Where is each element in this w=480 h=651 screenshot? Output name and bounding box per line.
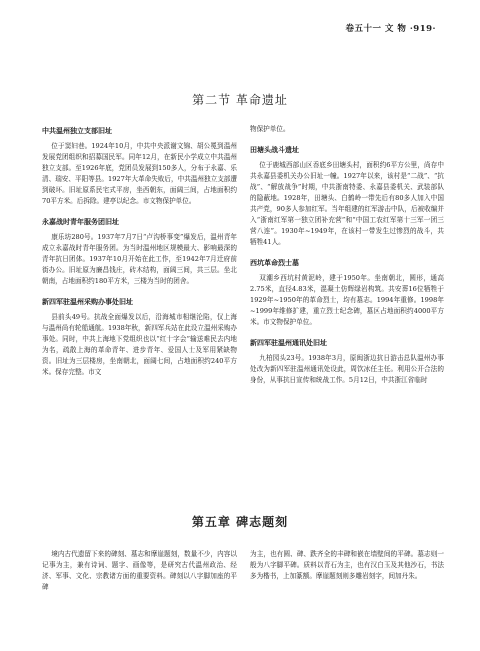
entry-body: 县前头49号。抗战全面爆发以后，沿海城市相继沦陷，仅上海与温州尚有轮船通航。1938年秋，新四军兵站在此设立温州采购办事处。同时，中共上海地下党组织也以“红十字会”输送难民去内地为名，疏散上海的革命青年、进步青年、爱国人士及军用紧缺物资。旧址为三层楼房，坐南朝北，面阔七间，占地面积约240平方米。保存完整。市文 [42,313,237,376]
entry-title: 永嘉战时青年服务团旧址 [42,218,119,226]
chapter-intro-right: 为主，也有圆、碑、跌齐全的丰碑和嵌在墙壁间的平碑。墓志则一般为八字脚平碑。质料以青石为主，也有汉白玉及其他沙石，书法多为楷书，上加篆额。摩崖题刻则多雕岩刻字，间加丹朱。 [250,550,444,580]
entry-body: 位于鹿城西部山区岙底乡田塘头村，面积约6平方公里，尚存中共永嘉县委机关办公旧址一幢。1927年以来，该村是“二战”、“抗战”、“解放战争”时期，中共浙南特委、永嘉县委机关、武装部队的隐蔽地。1928年，田塘头、白鹤岭一带先后有80多人加入中国共产党，90多人参加红军。当年组建的红军游击中队，后被收编并入“浙南红军第一独立团补充营”和“中国工农红军第十三军一团三营八连”。1930年~1949年，在该村一带发生过惨烈的战斗，共牺牲41人。 [250,161,444,246]
continued-text: 物保护单位。 [250,125,290,133]
entry-body: 康乐坊280号。1937年7月7日“卢沟桥事变”爆发后，温州青年成立永嘉战时青年服务团。为当时温州地区规模最大、影响最深的青年抗日团体。1937年10月开始在此工作，至1942年7月迁府前街办公。旧址原为廉昌钱庄，砖木结构，面阔三间，共三层。坐北朝南，占地面积约180平方米，三楼为当时的团舍。 [42,233,237,285]
entry-title: 新四军驻温州通讯处旧址 [250,339,327,347]
entry-title: 新四军驻温州采购办事处旧址 [42,298,133,306]
entry-body: 位于窦妇巷。1924年10月，中共中央派谢文锦、胡公冕到温州发展党团组织和招募国民军。同年12月，在新民小学成立中共温州独立支部。至1926年底，党团员发展到150多人，分布于永嘉、乐清、瑞安、平阳等县。1927年大革命失败后，中共温州独立支部遭到破坏。旧址原系民宅式平房，坐西朝东，面阔三间，占地面积约70平方米。后拆除。建亭以纪念。市文物保护单位。 [42,142,237,205]
entry-title: 西坑革命烈士墓 [250,259,299,267]
entry-title: 田塘头战斗遗址 [250,146,299,154]
entry-title: 中共温州独立支部旧址 [42,127,112,135]
chapter-intro-left: 境内古代遗留下来的碑刻、墓志和摩崖题刻，数量不少，内容以记事为主，兼有诗词、题字、画像等，是研究古代温州政治、经济、军事、文化、宗教诸方面的重要资料。碑刻以八字脚加座的平碑 [42,550,237,591]
entry-body: 双潮乡西坑村黄泥岭，建于1950年。坐南朝北，圆形，通高2.75米，直径4.83米，混凝土仿辉绿岩构筑。共安葬16位牺牲于1929年~1950年的革命烈士，均有墓志。1994年重修。1998年~1999年维修扩建，重立烈士纪念碑，墓区占地面积约4000平方米。市文物保护单位。 [250,274,444,326]
running-head: 卷五十一 文 物 ·919· [345,24,436,34]
right-column [250,124,444,386]
chapter-title: 第五章 碑志题刻 [191,515,289,529]
section-title: 第二节 革命遗址 [192,93,288,107]
left-column [42,124,237,378]
entry-body: 九柏园头23号。1938年3月，原闽浙边抗日游击总队温州办事处改为新四军驻温州通讯处设此，周饮冰任主任。利用公开合法的身份，从事抗日宣传和统战工作。5月12日，中共浙江省临时 [250,354,444,384]
